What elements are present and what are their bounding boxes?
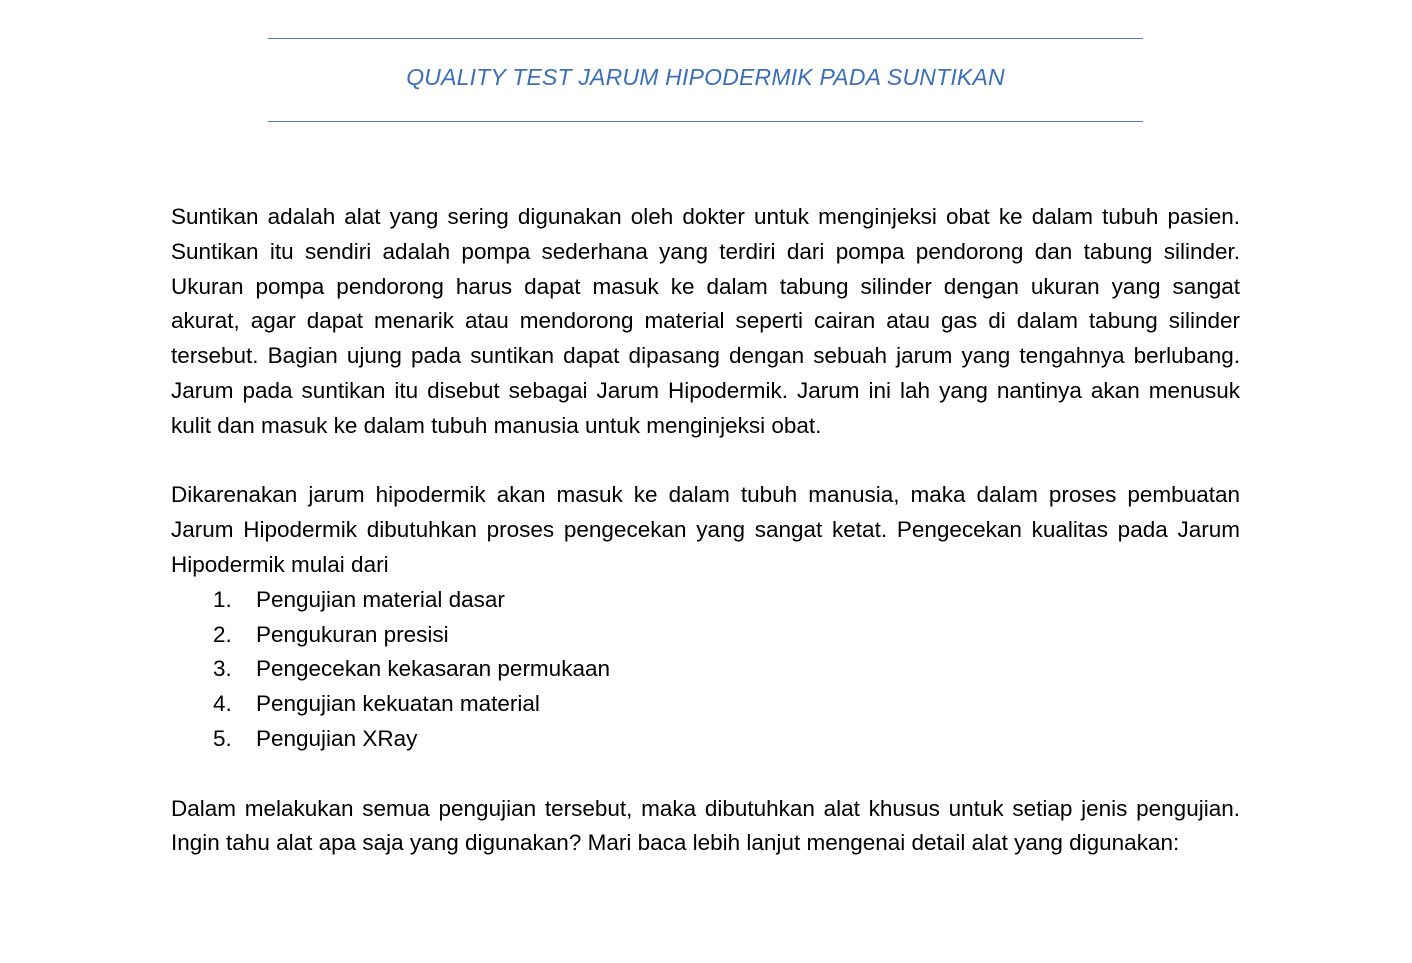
list-item [171, 652, 1240, 687]
list-item-number: 1. [213, 586, 232, 612]
list-item [171, 687, 1240, 722]
list-item [171, 722, 1240, 757]
list-item-text: Pengujian XRay [256, 725, 418, 751]
list-item-number: 3. [213, 656, 232, 682]
paragraph-tools: Dalam melakukan semua pengujian tersebut, maka dibutuhkan alat khusus untuk setiap jenis pengujian. Ingin tahu alat apa saja yang digunakan? Mari baca lebih lanjut mengenai detail alat yang digunakan: [171, 795, 1240, 856]
list-item-text: Pengecekan kekasaran permukaan [256, 656, 610, 682]
list-item [171, 618, 1240, 653]
paragraph-intro: Suntikan adalah alat yang sering digunakan oleh dokter untuk menginjeksi obat ke dalam tubuh pasien. Suntikan itu sendiri adalah pompa sederhana yang terdiri dari pompa pendorong dan tabung silinder. Ukuran pompa pendorong harus dapat masuk ke dalam tabung silinder dengan ukuran yang sangat akurat, agar dapat menarik atau mendorong material seperti cairan atau gas di dalam tabung silinder tersebut. Bagian ujung pada suntikan dapat dipasang dengan sebuah jarum yang tengahnya berlubang. Jarum pada suntikan itu disebut sebagai Jarum Hipodermik. Jarum ini lah yang nantinya akan menusuk kulit dan masuk ke dalam tubuh manusia untuk menginjeksi obat. [171, 204, 1240, 438]
header-rule-top [268, 38, 1143, 39]
list-item [171, 583, 1240, 618]
list-item-text: Pengujian kekuatan material [256, 691, 540, 717]
document-body [171, 200, 1240, 861]
test-list [171, 583, 1240, 757]
document-title: QUALITY TEST JARUM HIPODERMIK PADA SUNTIKAN [406, 64, 1005, 90]
paragraph-quality-check: Dikarenakan jarum hipodermik akan masuk ke dalam tubuh manusia, maka dalam proses pembuatan Jarum Hipodermik dibutuhkan proses pengecekan yang sangat ketat. Pengecekan kualitas pada Jarum Hipodermik mulai dari [171, 482, 1240, 577]
list-item-text: Pengujian material dasar [256, 586, 505, 612]
header-rule-bottom [268, 121, 1143, 122]
list-item-number: 5. [213, 725, 232, 751]
list-item-number: 2. [213, 621, 232, 647]
list-item-number: 4. [213, 691, 232, 717]
list-item-text: Pengukuran presisi [256, 621, 449, 647]
